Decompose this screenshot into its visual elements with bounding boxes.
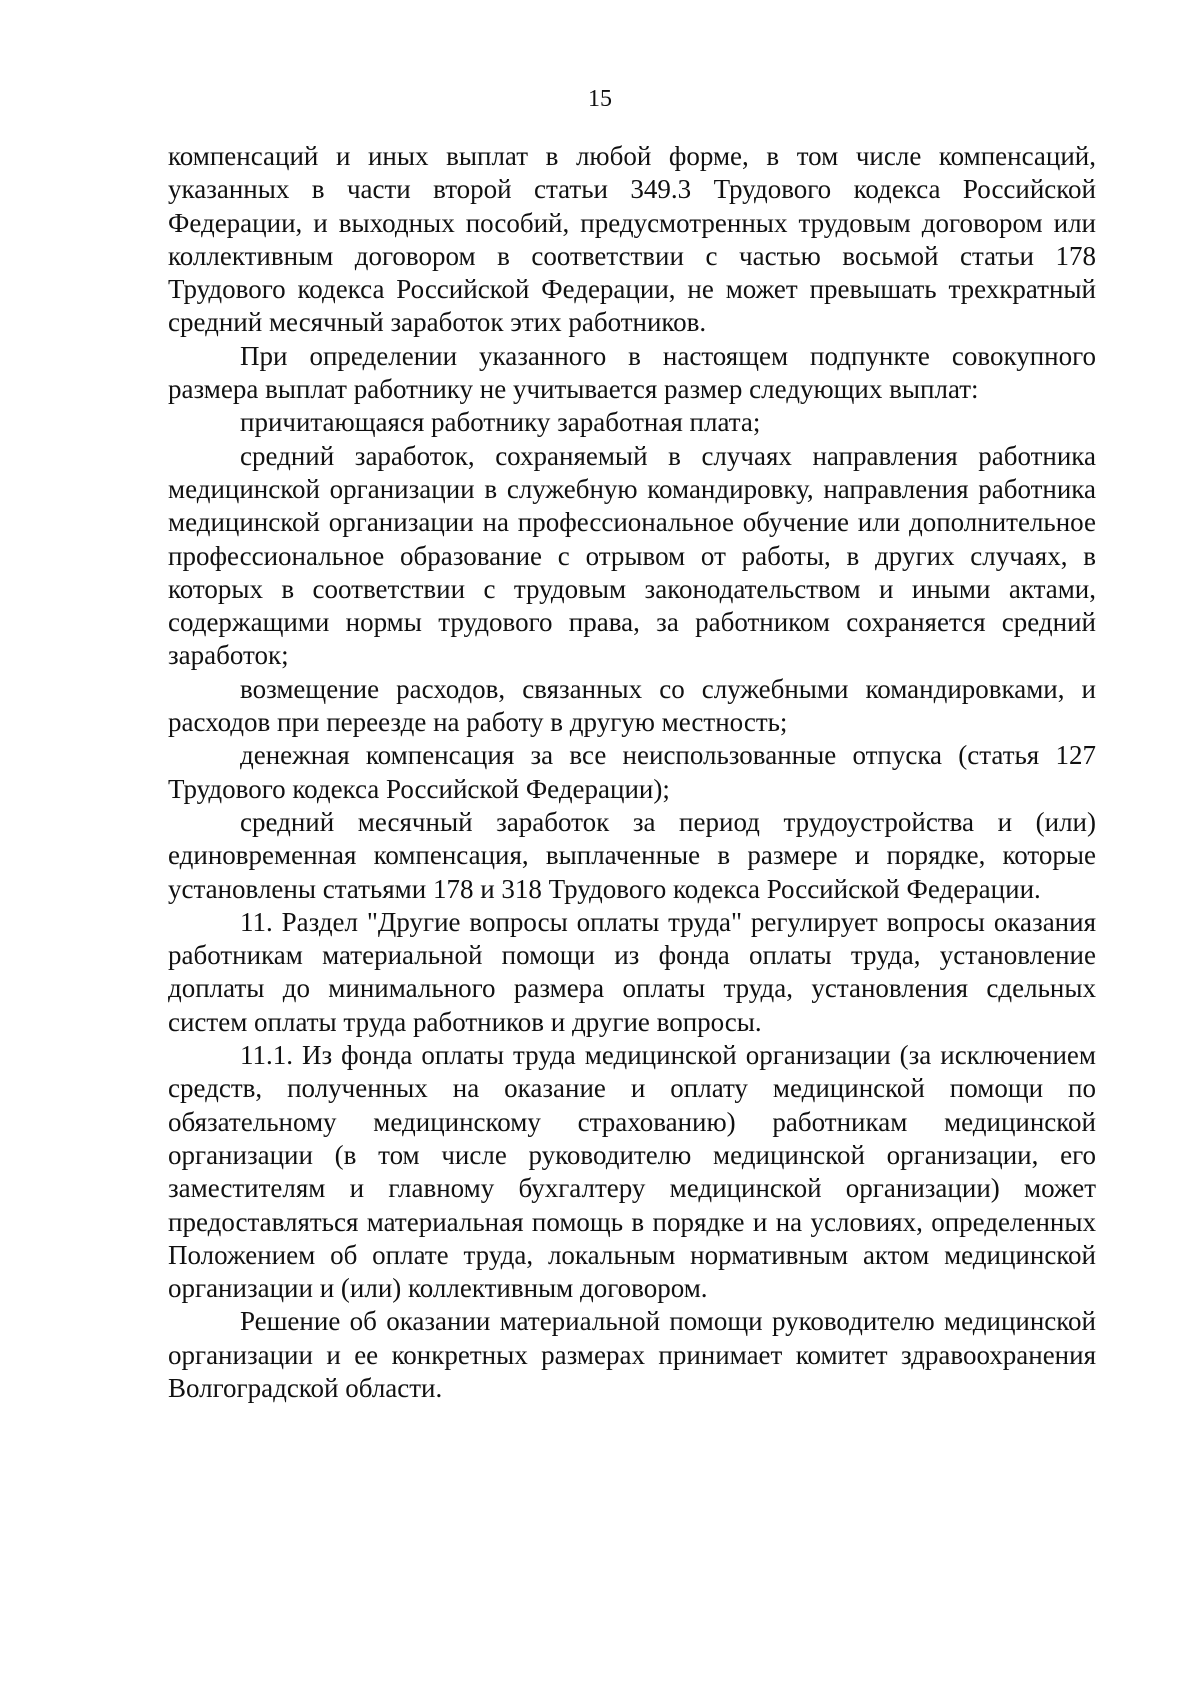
paragraph-5: возмещение расходов, связанных со служебными командировками, и расходов при переезде на работу в другую местность;: [168, 673, 1096, 738]
paragraph-10: Решение об оказании материальной помощи руководителю медицинской организации и ее конкретных размерах принимает комитет здравоохранения Волгоградской области.: [168, 1306, 1096, 1403]
paragraph-7: средний месячный заработок за период трудоустройства и (или) единовременная компенсация, выплаченные в размере и порядке, которые установлены статьями 178 и 318 Трудового кодекса Российской Федерации.: [168, 806, 1096, 904]
paragraph-4: средний заработок, сохраняемый в случаях направления работника медицинской организации в служебную командировку, направления работника медицинской организации на профессиональное обучение или дополнительное профессиональное образование с отрывом от работы, в других случаях, в которых в соответствии с трудовым законодательством и иными актами, содержащими нормы трудового права, за работником сохраняется средний заработок;: [168, 440, 1096, 671]
body-text: [168, 140, 1096, 1405]
paragraph-1: компенсаций и иных выплат в любой форме, в том числе компенсаций, указанных в части второй статьи 349.3 Трудового кодекса Российской Федерации, и выходных пособий, предусмотренных трудовым договором или коллективным договором в соответствии с частью восьмой статьи 178 Трудового кодекса Российской Федерации, не может превышать трехкратный средний месячный заработок этих работников.: [168, 141, 1096, 338]
paragraph-2: При определении указанного в настоящем подпункте совокупного размера выплат работнику не учитывается размер следующих выплат:: [168, 340, 1096, 405]
paragraph-3: причитающаяся работнику заработная плата;: [240, 407, 761, 438]
paragraph-6: денежная компенсация за все неиспользованные отпуска (статья 127 Трудового кодекса Российской Федерации);: [168, 740, 1096, 804]
paragraph-8: 11. Раздел "Другие вопросы оплаты труда" регулирует вопросы оказания работникам материальной помощи из фонда оплаты труда, установление доплаты до минимального размера оплаты труда, установления сдельных систем оплаты труда работников и другие вопросы.: [168, 906, 1096, 1037]
paragraph-9: 11.1. Из фонда оплаты труда медицинской организации (за исключением средств, полученных на оказание и оплату медицинской помощи по обязательному медицинскому страхованию) работникам медицинской организации (в том числе руководителю медицинской организации, его заместителям и главному бухгалтеру медицинской организации) может предоставляться материальная помощь в порядке и на условиях, определенных Положением об оплате труда, локальным нормативным актом медицинской организации и (или) коллективным договором.: [168, 1040, 1096, 1304]
page-number: 15: [588, 86, 612, 112]
